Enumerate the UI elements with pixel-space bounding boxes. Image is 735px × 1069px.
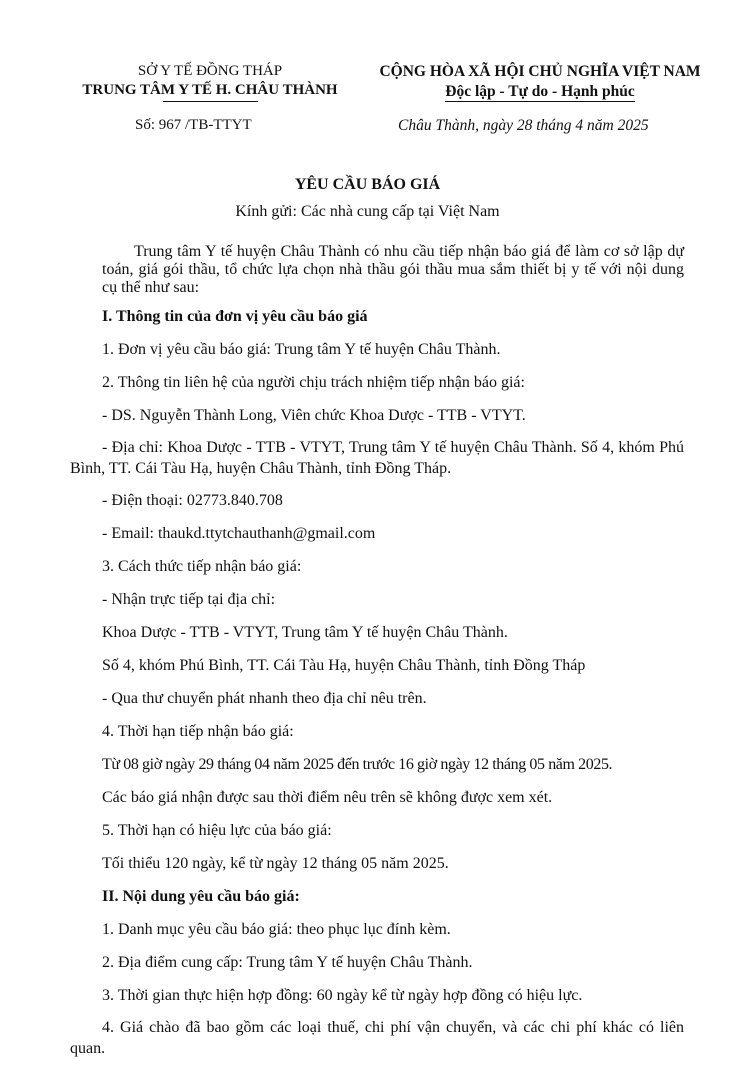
- issuer-block: [60, 62, 360, 102]
- contact-phone: - Điện thoại: 02773.840.708: [102, 492, 283, 509]
- ministry-name: SỞ Y TẾ ĐỒNG THÁP: [137, 63, 283, 79]
- document-date: Châu Thành, ngày 28 tháng 4 năm 2025: [398, 117, 649, 134]
- section-2-item-3: 3. Thời gian thực hiện hợp đồng: 60 ngày kể từ ngày hợp đồng có hiệu lực.: [102, 987, 583, 1004]
- section-2-item-4-text: 4. Giá chào đã bao gồm các loại thuế, chi phí vận chuyển, và các chi phí khác có liên quan.: [70, 1019, 684, 1057]
- national-motto: Độc lập - Tự do - Hạnh phúc: [445, 83, 635, 100]
- organization-name: TRUNG TÂM Y TẾ H. CHÂU THÀNH: [82, 82, 338, 98]
- section-2-item-4: [70, 1017, 684, 1059]
- contact-email: - Email: thaukd.ttytchauthanh@gmail.com: [102, 525, 376, 542]
- section-2-item-2: 2. Địa điểm cung cấp: Trung tâm Y tế huyện Châu Thành.: [102, 954, 473, 971]
- document-body: [70, 243, 684, 1069]
- validity-text: Tối thiểu 120 ngày, kể từ ngày 12 tháng 05 năm 2025.: [102, 855, 449, 872]
- document-title: YÊU CẦU BÁO GIÁ: [294, 176, 441, 193]
- contact-address: [70, 437, 684, 479]
- direct-address-line-1: Khoa Dược - TTB - VTYT, Trung tâm Y tế huyện Châu Thành.: [102, 624, 508, 641]
- contact-address-text: - Địa chỉ: Khoa Dược - TTB - VTYT, Trung tâm Y tế huyện Châu Thành. Số 4, khóm Phú Bình, TT. Cái Tàu Hạ, huyện Châu Thành, tỉnh Đồng Tháp.: [70, 439, 684, 477]
- section-1-item-2: 2. Thông tin liên hệ của người chịu trách nhiệm tiếp nhận báo giá:: [102, 374, 525, 391]
- section-1-item-5: 5. Thời hạn có hiệu lực của báo giá:: [102, 822, 332, 839]
- direct-address-line-2: Số 4, khóm Phú Bình, TT. Cái Tàu Hạ, huyện Châu Thành, tỉnh Đồng Tháp: [102, 657, 586, 674]
- section-2-item-1: 1. Danh mục yêu cầu báo giá: theo phục lục đính kèm.: [102, 921, 451, 938]
- contact-person: - DS. Nguyễn Thành Long, Viên chức Khoa Dược - TTB - VTYT.: [102, 407, 526, 424]
- mail-delivery: - Qua thư chuyển phát nhanh theo địa chỉ nêu trên.: [102, 690, 427, 707]
- section-1-heading: I. Thông tin của đơn vị yêu cầu báo giá: [102, 308, 368, 325]
- section-2-heading: II. Nội dung yêu cầu báo giá:: [102, 888, 300, 905]
- section-1-item-4: 4. Thời hạn tiếp nhận báo giá:: [102, 723, 294, 740]
- deadline-text: Từ 08 giờ ngày 29 tháng 04 năm 2025 đến trước 16 giờ ngày 12 tháng 05 năm 2025.: [102, 756, 613, 773]
- national-header: [360, 62, 720, 102]
- direct-delivery: - Nhận trực tiếp tại địa chỉ:: [102, 591, 276, 608]
- issuer-underline: [163, 101, 258, 102]
- section-1-item-1: 1. Đơn vị yêu cầu báo giá: Trung tâm Y tế huyện Châu Thành.: [102, 341, 501, 358]
- intro-paragraph: Trung tâm Y tế huyện Châu Thành có nhu cầu tiếp nhận báo giá để làm cơ sở lập dự toán, giá gói thầu, tổ chức lựa chọn nhà thầu gói thầu mua sắm thiết bị y tế với nội dung cụ thể như sau:: [102, 243, 684, 296]
- document-number: Số: 967 /TB-TTYT: [135, 117, 252, 133]
- late-note: Các báo giá nhận được sau thời điểm nêu trên sẽ không được xem xét.: [102, 789, 553, 806]
- country-name: CỘNG HÒA XÃ HỘI CHỦ NGHĨA VIỆT NAM: [379, 63, 701, 80]
- section-1-item-3: 3. Cách thức tiếp nhận báo giá:: [102, 558, 302, 575]
- recipient-line: Kính gửi: Các nhà cung cấp tại Việt Nam: [235, 203, 500, 220]
